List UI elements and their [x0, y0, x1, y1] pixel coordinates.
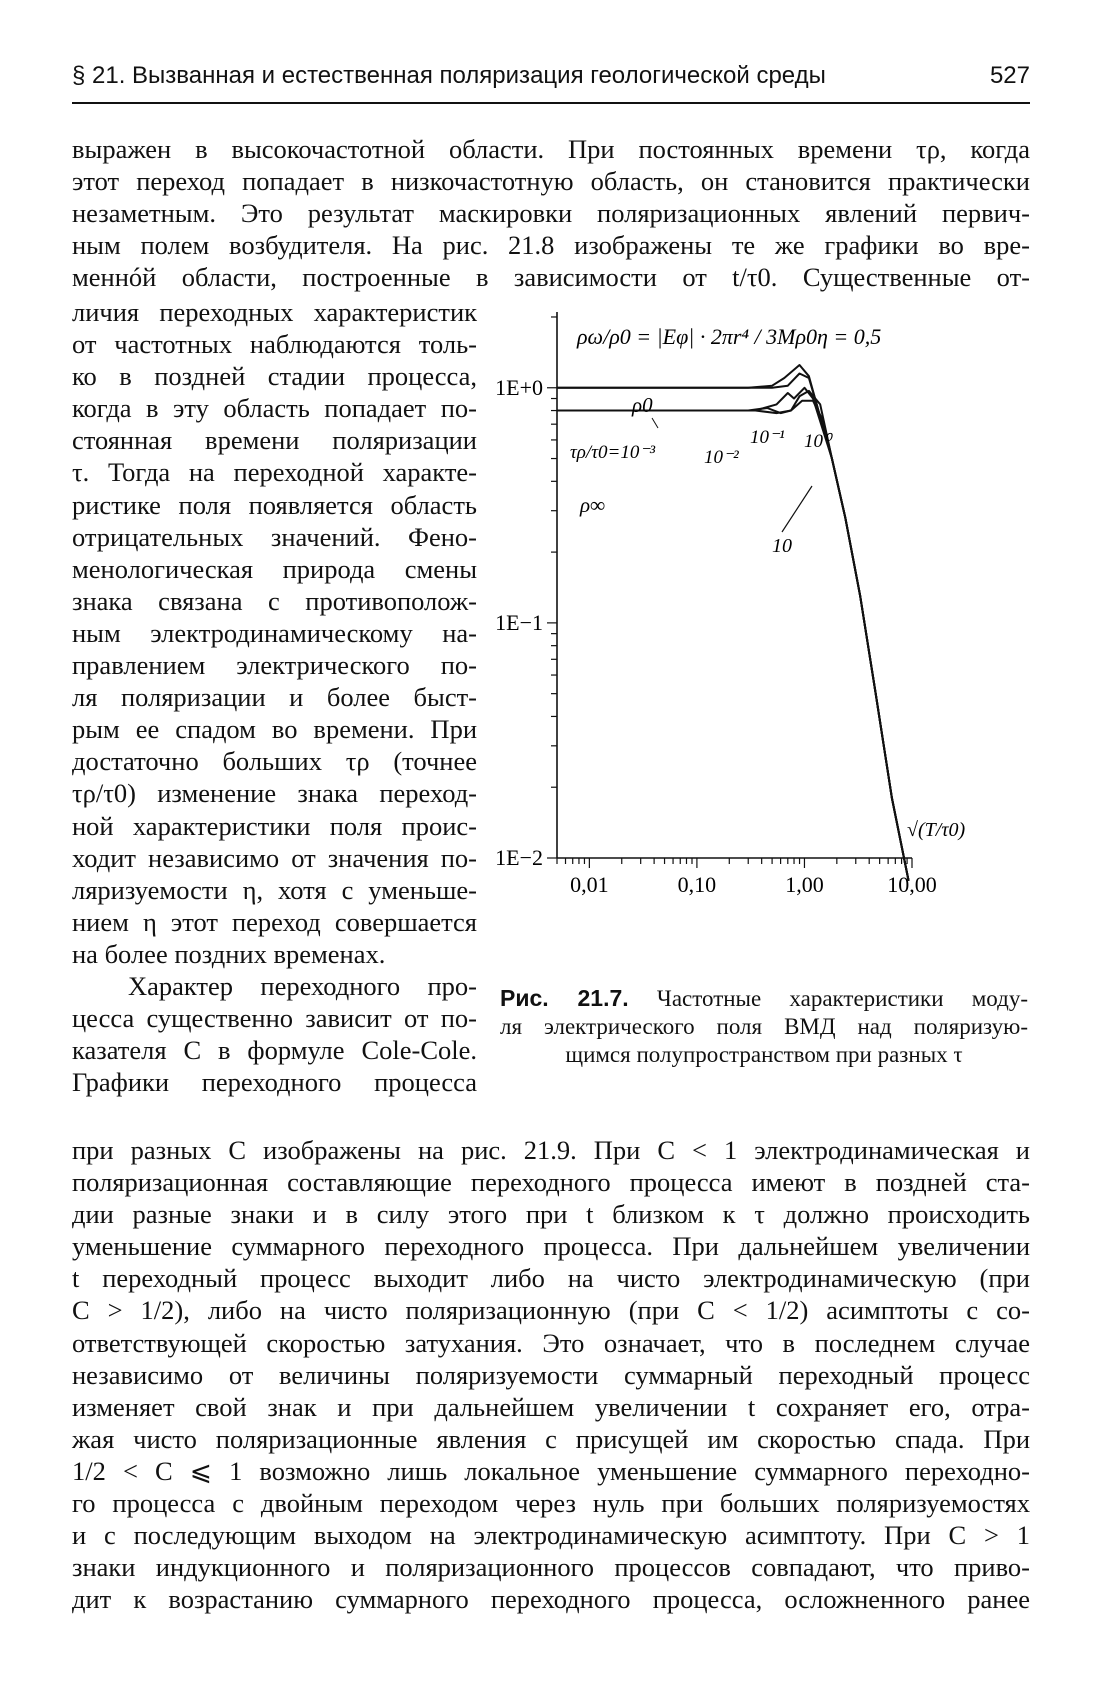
x-tick-label: 0,01 — [570, 872, 609, 897]
frequency-response-chart — [482, 300, 1042, 980]
text-line: ляризуемости η, хотя с уменьше- — [72, 874, 477, 905]
caption-line: щимся полупространством при разных τ — [565, 1042, 963, 1067]
section-title: § 21. Вызванная и естественная поляризация геологической среды — [72, 62, 826, 89]
text-line: 1/2 < C ⩽ 1 возможно лишь локальное уменьшение суммарного переходно- — [72, 1455, 1030, 1486]
leader-line — [652, 418, 658, 428]
text-line: незаметным. Это результат маскировки поляризационных явлений первич- — [72, 198, 1030, 229]
text-line: ным электродинамическому на- — [72, 617, 477, 648]
curve-label: 10⁻¹ — [750, 427, 785, 448]
caption-label: Рис. 21.7. — [500, 985, 629, 1011]
text-line: t переходный процесс выходит либо на чисто электродинамическую (при — [72, 1263, 1030, 1294]
left-column-text — [72, 296, 477, 1098]
text-line: менологическая природа смены — [72, 553, 477, 584]
text-line: дии разные знаки и в силу этого при t близком к τ должно происходить — [72, 1199, 1030, 1230]
y-tick-label: 1E+0 — [495, 374, 543, 400]
text-line: C > 1/2), либо на чисто поляризационную (при C < 1/2) асимптоты с со- — [72, 1295, 1030, 1326]
text-line: когда в эту область попадает по- — [72, 393, 477, 424]
text-line: достаточно больших τρ (точнее — [72, 746, 477, 777]
curve-label: 10 — [772, 535, 792, 557]
text-line: дит к возрастанию суммарного переходного процесса, осложненного ранее — [72, 1584, 1030, 1615]
text-line: τ. Тогда на переходной характе- — [72, 457, 477, 488]
text-line: рым ее спадом во времени. При — [72, 714, 477, 745]
text-line: го процесса с двойным переходом через нуль при больших поляризуемостях — [72, 1488, 1030, 1519]
x-tick-label: 0,10 — [677, 872, 717, 897]
text-line: меннóй области, построенные в зависимости от t/τ0. Существенные от- — [72, 262, 1030, 293]
curve-label: 10⁰ — [804, 431, 831, 452]
x-axis-label: √(T/τ0) — [907, 819, 966, 841]
text-line: уменьшение суммарного переходного процесса. При дальнейшем увеличении — [72, 1231, 1030, 1262]
text-line: отрицательных значений. Фено- — [72, 521, 477, 552]
text-line: ной характеристики поля проис- — [72, 810, 477, 841]
y-tick-label: 1E−2 — [495, 845, 543, 870]
top-paragraph — [72, 133, 1030, 293]
level-label-upper: ρ0 — [632, 393, 653, 417]
text-line: от частотных наблюдаются толь- — [72, 329, 477, 360]
text-line: Графики переходного процесса — [72, 1067, 477, 1098]
level-label-lower: ρ∞ — [580, 493, 606, 517]
x-tick-label: 10,00 — [887, 872, 937, 897]
caption-line: Частотные характеристики моду- — [656, 986, 1028, 1011]
x-tick-label: 1,00 — [785, 872, 824, 897]
text-line: этот переход попадает в низкочастотную область, он становится практически — [72, 166, 1030, 197]
text-line: ответствующей скоростью затухания. Это означает, что в последнем случае — [72, 1327, 1030, 1358]
axes — [495, 312, 937, 897]
series-line — [557, 401, 909, 881]
page-number: 527 — [989, 62, 1030, 89]
text-line: ным полем возбудителя. На рис. 21.8 изображены те же графики во вре- — [72, 230, 1030, 261]
text-line: ходит независимо от значения по- — [72, 842, 477, 873]
curve-label: τρ/τ0=10⁻³ — [570, 442, 656, 463]
text-line: жая чисто поляризационные явления с присущей им скоростью спада. При — [72, 1423, 1030, 1454]
text-line: казателя C в формуле Cole-Cole. — [72, 1035, 477, 1066]
text-line: и с последующим выходом на электродинамическую асимптоту. При C > 1 — [72, 1520, 1030, 1551]
figure-caption — [500, 984, 1028, 1069]
text-line: поляризационная составляющие переходного процесса имеют в поздней ста- — [72, 1167, 1030, 1198]
text-line: стоянная времени поляризации — [72, 425, 477, 456]
text-line: знаки индукционного и поляризационного процессов совпадают, что приво- — [72, 1552, 1030, 1583]
parameter-label: η = 0,5 — [817, 324, 882, 349]
chart-labels — [570, 324, 965, 841]
text-line: Характер переходного про- — [128, 970, 477, 1001]
caption-line: ля электрического поля ВМД над поляризую- — [500, 1014, 1028, 1039]
text-line: на более поздних временах. — [72, 938, 386, 969]
text-line: изменяет свой знак и при дальнейшем увеличении t сохраняет его, отра- — [72, 1391, 1030, 1422]
text-line: независимо от величины поляризуемости суммарный переходный процесс — [72, 1359, 1030, 1390]
text-line: ристике поля появляется область — [72, 489, 477, 520]
text-line: правлением электрического по- — [72, 650, 477, 681]
text-line: при разных C изображены на рис. 21.9. При C < 1 электродинамическая и — [72, 1135, 1030, 1165]
header-rule — [72, 102, 1030, 104]
running-head — [72, 62, 1030, 90]
text-line: выражен в высокочастотной области. При постоянных времени τρ, когда — [72, 134, 1030, 164]
text-line: τρ/τ0) изменение знака переход- — [72, 778, 477, 809]
text-line: личия переходных характеристик — [72, 297, 477, 327]
bottom-paragraph — [72, 1134, 1030, 1615]
formula-label: ρω/ρ0 = |Eφ| · 2πr⁴ / 3Mρ0 — [577, 324, 818, 349]
figure-21-7 — [482, 300, 1042, 980]
text-line: ко в поздней стадии процесса, — [72, 361, 477, 392]
y-tick-label: 1E−1 — [495, 609, 543, 635]
leader-line — [782, 486, 812, 532]
text-line: нием η этот переход совершается — [72, 906, 477, 937]
text-line: ля поляризации и более быст- — [72, 682, 477, 713]
curve-label: 10⁻² — [704, 447, 739, 468]
text-line: цесса существенно зависит от по- — [72, 1003, 477, 1034]
text-line: знака связана с противополож- — [72, 585, 477, 616]
